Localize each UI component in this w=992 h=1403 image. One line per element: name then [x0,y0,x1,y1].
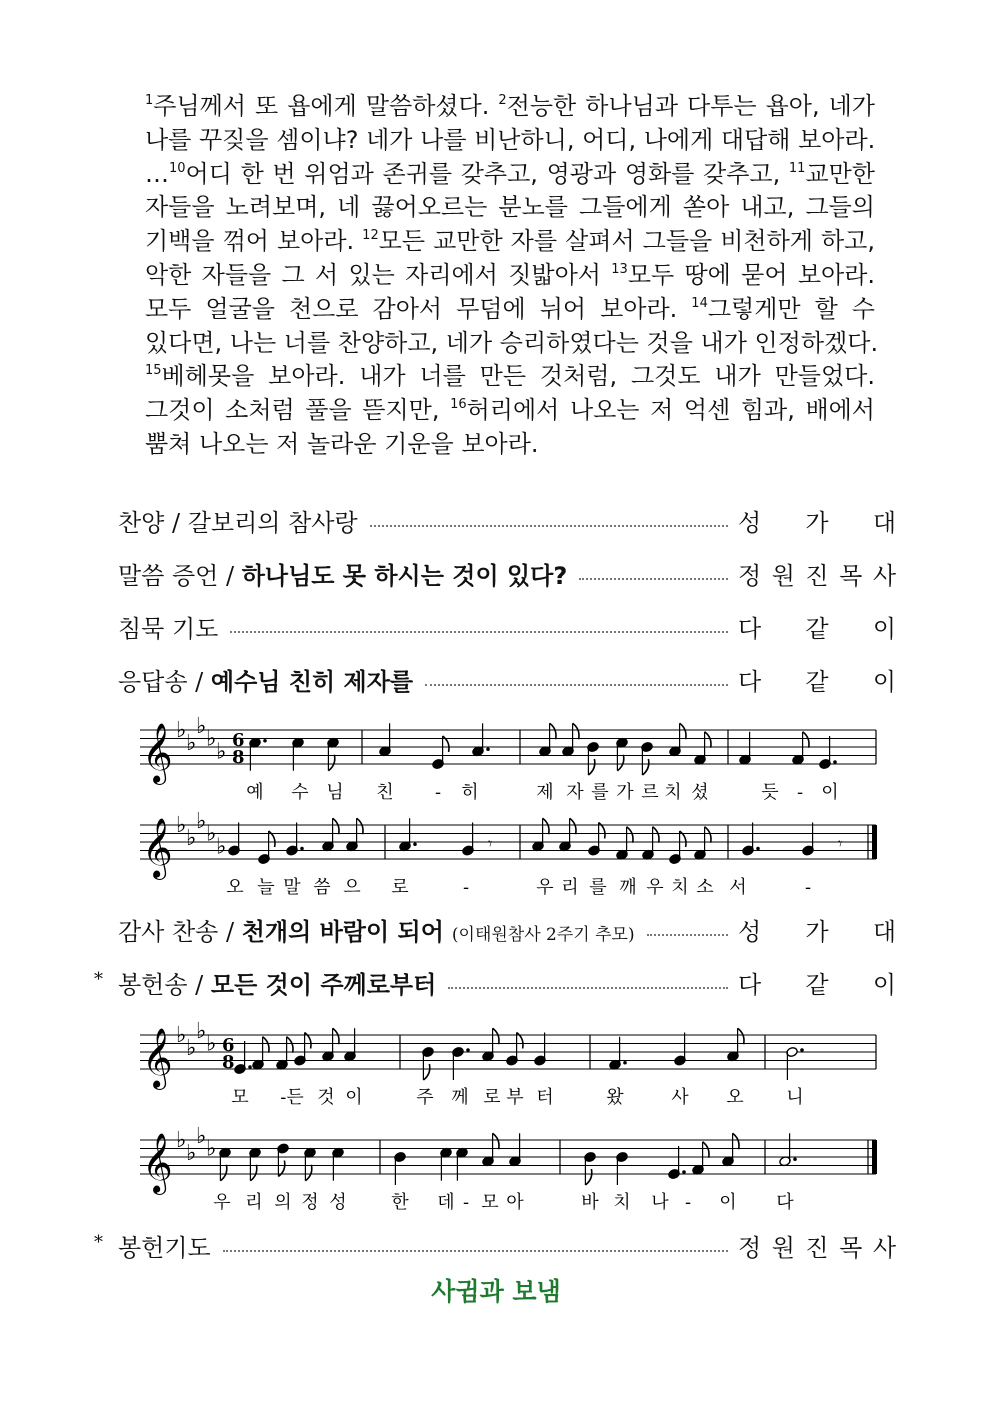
lyric-syllable: 를 [589,877,607,898]
note-dot [756,847,760,851]
note-flag [733,1133,739,1149]
verse-text: 모든 교만한 자를 살펴서 그들을 비천하게 하고, [378,227,875,256]
flat-sign: ♭ [186,825,197,851]
flat-sign: ♭ [196,808,207,834]
lyric-syllable: 정 [301,1192,319,1213]
flat-sign: ♭ [206,1136,217,1162]
lyric-syllable: 가 [616,782,634,803]
flat-sign: ♭ [216,834,227,860]
note-dot [300,847,304,851]
note-flag [738,1028,744,1044]
leader-dots [370,525,728,527]
note-dot [800,1048,804,1052]
note-dot [263,739,267,743]
note-flag [220,1165,226,1181]
verse-number: 15 [145,363,162,379]
note-flag [328,755,334,771]
lyric-syllable: 깨 [619,877,637,898]
offertory-title: 모든 것이 주께로부터 [210,970,437,999]
note-flag [423,1064,429,1080]
eighth-rest: 𝄾 [838,834,843,853]
thanks-note: (이태원참사 2주기 추모) [451,924,635,945]
order-offering-prayer [94,1228,896,1262]
verse-text: 베헤못을 보아라. 내가 너를 만든 것처럼, 그것도 내가 만들었다. [161,362,875,391]
lyric-syllable: 오 [726,1087,744,1108]
note-dot [486,747,490,751]
order-silent-prayer [118,609,896,643]
lyric-syllable: 히 [461,782,479,803]
response-title: 예수님 친히 제자를 [210,667,414,696]
note-flag [680,723,686,739]
verse-text: 기백을 꺾어 보아라. [145,227,363,256]
offertory-score [0,1015,992,1215]
lyric-syllable: 다 [776,1192,794,1213]
order-offertory [94,965,896,999]
verse-text: 전능한 하나님과 다투는 욥아, 네가 [506,92,875,120]
lyric-syllable: 성 [329,1192,347,1213]
lyric-syllable: -든 [280,1087,304,1108]
eighth-rest: 𝄾 [488,834,493,853]
flat-sign: ♭ [176,813,187,838]
thanks-title: 천개의 바람이 되어 [241,917,444,946]
order-sermon [118,556,896,590]
flat-sign: ♭ [186,730,197,756]
flat-sign: ♭ [206,1031,217,1057]
lyric-syllable: 말 [283,877,301,898]
note-flag [617,755,623,771]
lyric-syllable: 부 [506,1087,524,1108]
lyric-syllable: 의 [274,1192,292,1213]
praise-label: 찬양 / 갈보리의 참사랑 [118,508,358,537]
sermon-title: 하나님도 못 하시는 것이 있다? [241,561,568,590]
note-flag [550,723,556,739]
response-song-score [0,710,992,900]
lyric-syllable: 바 [581,1192,599,1213]
time-signature-bottom: 8 [222,1052,235,1073]
verse-number: 16 [450,397,467,413]
note-dot [413,842,417,846]
offertory-label: 봉헌송 / 모든 것이 주께로부터 [118,970,437,999]
stand-mark: * [94,969,103,990]
note-flag [653,827,659,843]
offertory-who: 다 같 이 [738,970,896,999]
lyric-syllable: 로 [483,1087,501,1108]
lyric-syllable: - [804,877,812,898]
lyric-syllable: 우 [646,877,664,898]
lyric-syllable: 치 [664,782,682,803]
verse-text: 모두 땅에 묻어 보아라. [627,260,876,289]
lyric-syllable: 서 [729,877,747,898]
lyric-syllable: 듯 [761,782,779,803]
verse-text: 어디 한 번 위엄과 존귀를 갖추고, 영광과 영화를 갖추고, [185,159,789,188]
scripture-line [145,158,875,192]
flat-sign: ♭ [206,726,217,752]
final-bar-thick [872,825,877,859]
verse-text: 자들을 노려보며, 네 끓어오르는 분노를 그들에게 쏟아 내고, 그들의 [145,193,875,222]
scripture-line [145,360,875,394]
flat-sign: ♭ [186,1140,197,1166]
note-flag [803,732,809,748]
scripture-line [145,124,875,158]
lyric-syllable: 모 [231,1087,249,1108]
leader-dots [223,1250,728,1252]
silent-prayer-who: 다 같 이 [738,614,896,643]
response-who: 다 같 이 [738,667,896,696]
flat-sign: ♭ [196,713,207,739]
scripture-line [145,259,875,293]
lyric-syllable: 이 [821,782,839,803]
thanks-label: 감사 찬송 / 천개의 바람이 되어 (이태원참사 2주기 추모) [118,917,635,946]
note-flag [585,1169,591,1185]
verse-number: 11 [788,160,806,176]
scripture-line [145,327,879,361]
lyric-syllable: 께 [451,1087,469,1108]
lyric-syllable: 이 [719,1192,737,1213]
offering-prayer-label: 봉헌기도 [118,1233,211,1262]
sermon-preacher: 정 원 진 목 사 [738,561,896,590]
verse-text: 나를 꾸짖을 셈이냐? 네가 나를 비난하니, 어디, 나에게 대답해 보아라. [145,125,876,154]
note-flag [333,1028,339,1044]
lyric-syllable: 것 [317,1087,335,1108]
order-response [118,662,896,696]
verse-text: 모두 얼굴을 천으로 감아서 무덤에 뉘어 보아라. [145,294,692,323]
lyric-syllable: 데 [437,1192,455,1213]
leader-dots [448,987,728,989]
note-flag [543,818,549,834]
lyric-syllable: 리 [245,1192,263,1213]
lyric-syllable: 수 [291,782,309,803]
flat-sign: ♭ [176,1023,187,1048]
note-flag [333,818,339,834]
treble-clef: 𝄞 [142,1133,173,1193]
note-dot [623,1061,627,1065]
lyric-syllable: - [796,782,804,803]
lyric-syllable: 르 [641,782,659,803]
leader-dots [425,684,728,686]
thanks-performer: 성 가 대 [738,917,896,946]
scripture-line [145,394,875,428]
verse-text: 악한 자들을 그 서 있는 자리에서 짓밟아서 [145,260,612,289]
note-flag [287,1037,293,1053]
verse-text: 그렇게만 할 수 [707,294,875,323]
verse-text: 주님께서 또 욥에게 말씀하셨다. [153,92,499,120]
lyric-syllable: 친 [376,782,394,803]
note-dot [466,1048,470,1052]
leader-dots [579,578,728,580]
note-flag [263,1037,269,1053]
lyric-syllable: 니 [786,1087,804,1108]
verse-text: 교만한 [805,159,875,188]
leader-dots [647,934,728,936]
lyric-syllable: 오 [226,877,244,898]
praise-performer: 성 가 대 [738,508,896,537]
note-flag [573,723,579,739]
scripture-line [145,428,875,462]
note-flag [570,818,576,834]
lyric-syllable: 소 [696,877,714,898]
order-thanks [118,912,896,946]
lyric-syllable: 제 [536,782,554,803]
note-flag [705,827,711,843]
scripture-line [145,225,875,259]
lyric-syllable: 이 [345,1087,363,1108]
time-signature-top: 6 [232,730,245,751]
lyric-syllable: - [434,782,442,803]
note-flag [250,1165,256,1181]
note-flag [705,732,711,748]
lyric-syllable: 치 [671,877,689,898]
verse-text: 그것이 소처럼 풀을 뜯지만, [145,396,451,425]
verse-number: 10 [169,160,186,176]
lyric-syllable: 로 [391,877,409,898]
lyric-syllable: - [684,1192,692,1213]
verse-number: 1 [145,93,154,108]
note-dot [248,1065,252,1069]
treble-clef: 𝄞 [142,723,173,783]
verse-text: 뿜쳐 나오는 저 놀라운 기운을 보아라. [145,429,539,458]
lyric-syllable: 셨 [691,782,709,803]
note-dot [682,1170,686,1174]
verse-number: 12 [362,228,379,244]
verse-text: 허리에서 나오는 저 억센 힘과, 배에서 [466,396,875,425]
lyric-syllable: - [462,1192,470,1213]
flat-sign: ♭ [216,739,227,765]
time-signature-bottom: 8 [232,747,245,768]
lyric-syllable: 사 [671,1087,689,1108]
offering-prayer-leader: 정 원 진 목 사 [738,1233,896,1262]
lyric-syllable: - [462,877,470,898]
lyric-syllable: 씀 [313,877,331,898]
response-label: 응답송 / 예수님 친히 제자를 [118,667,414,696]
lyric-syllable: 자 [566,782,584,803]
lyric-syllable: 님 [326,782,344,803]
lyric-syllable: 왔 [606,1087,624,1108]
flat-sign: ♭ [176,718,187,743]
closing-heading: 사귐과 보냄 [431,1277,561,1306]
order-praise [118,503,896,537]
note-flag [703,1142,709,1158]
stand-mark: * [94,1232,103,1253]
lyric-syllable: 모 [481,1192,499,1213]
lyric-syllable: 우 [536,877,554,898]
lyric-syllable: 주 [416,1087,434,1108]
lyric-syllable: 우 [213,1192,231,1213]
scripture-line [145,293,875,327]
verse-number: 14 [691,295,708,311]
verse-number: 13 [611,261,628,277]
note-flag [627,827,633,843]
lyric-syllable: 으 [343,877,361,898]
lyric-syllable: 치 [613,1192,631,1213]
verse-text: … [145,159,169,188]
verse-number: 2 [498,93,507,108]
scripture-line [145,191,875,225]
note-flag [357,818,363,834]
note-flag [493,1028,499,1044]
treble-clef: 𝄞 [142,818,173,878]
scripture-line [145,90,875,124]
note-flag [642,759,648,775]
lyric-syllable: 늘 [257,877,275,898]
flat-sign: ♭ [206,821,217,847]
final-bar-thick [872,1140,877,1174]
time-signature-top: 6 [222,1035,235,1056]
note-flag [493,1133,499,1149]
lyric-syllable: 한 [391,1192,409,1213]
sermon-label: 말씀 증언 / 하나님도 못 하시는 것이 있다? [118,561,568,590]
note-dot [833,760,837,764]
flat-sign: ♭ [196,1018,207,1044]
leader-dots [230,631,728,633]
scripture-passage [145,90,879,462]
flat-sign: ♭ [176,1128,187,1153]
lyric-syllable: 터 [536,1087,554,1108]
flat-sign: ♭ [186,1035,197,1061]
lyric-syllable: 아 [506,1192,524,1213]
lyric-syllable: 나 [651,1192,669,1213]
lyric-syllable: 리 [561,877,579,898]
flat-sign: ♭ [196,1123,207,1149]
note-dot [793,1157,797,1161]
treble-clef: 𝄞 [142,1028,173,1088]
lyric-syllable: 예 [246,782,264,803]
note-flag [588,759,594,775]
verse-text: 있다면, 나는 너를 찬양하고, 네가 승리하였다는 것을 내가 인정하겠다. [145,328,879,357]
silent-prayer-label: 침묵 기도 [118,614,219,643]
lyric-syllable: 를 [591,782,609,803]
note-flag [305,1165,311,1181]
